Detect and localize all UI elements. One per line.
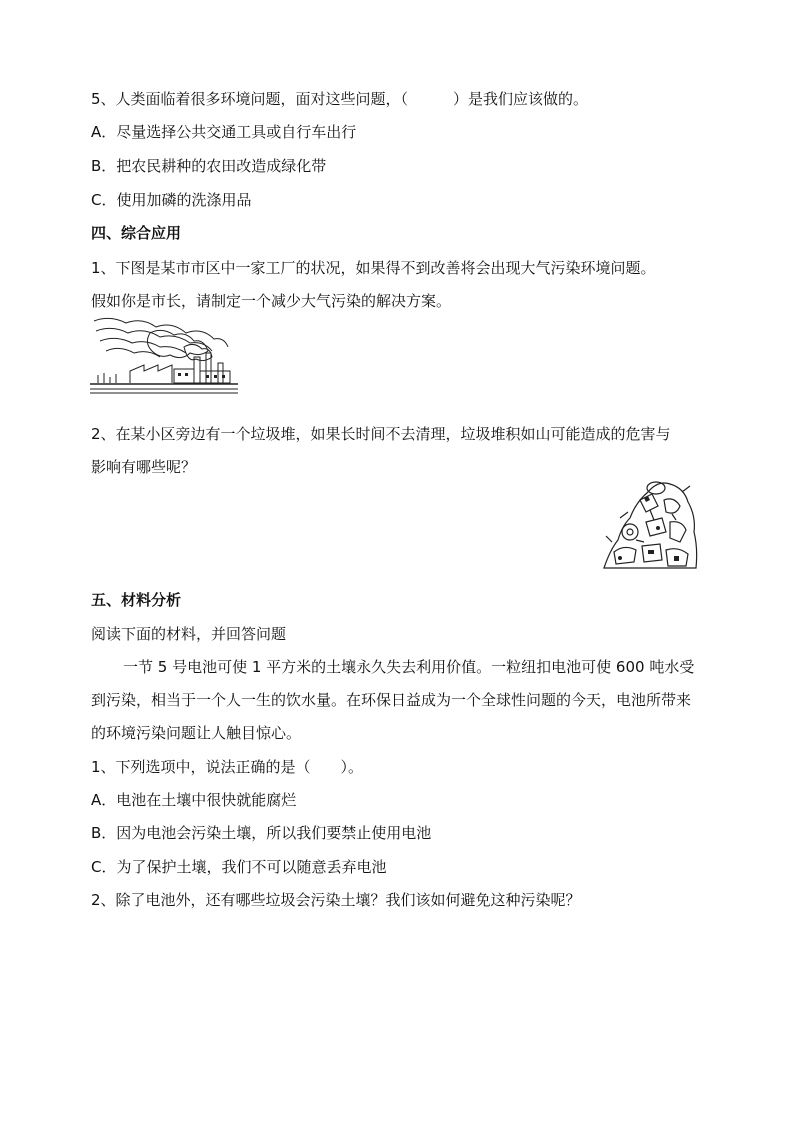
question-5-option-a: A．尽量选择公共交通工具或自行车出行 (91, 123, 357, 141)
section-4-question-2-line-2: 影响有哪些呢？ (91, 458, 197, 476)
section-5-question-1-option-c: C．为了保护土壤，我们不可以随意丢弃电池 (91, 858, 387, 876)
question-5-stem: 5、人类面临着很多环境问题，面对这些问题，（ ）是我们应该做的。 (91, 90, 589, 108)
section-5-heading: 五、材料分析 (91, 591, 182, 609)
garbage-heap-illustration (600, 470, 702, 574)
section-4-question-2-line-1: 2、在某小区旁边有一个垃圾堆，如果长时间不去清理，垃圾堆积如山可能造成的危害与 (91, 425, 671, 443)
section-5-question-1-option-a: A．电池在土壤中很快就能腐烂 (91, 791, 297, 809)
section-5-question-1-option-b: B．因为电池会污染土壤，所以我们要禁止使用电池 (91, 824, 432, 842)
question-5-option-c: C．使用加磷的洗涤用品 (91, 191, 252, 209)
section-4-question-1-line-1: 1、下图是某市市区中一家工厂的状况，如果得不到改善将会出现大气污染环境问题。 (91, 259, 656, 277)
material-paragraph: 一节 5 号电池可使 1 平方米的土壤永久失去利用价值。一粒纽扣电池可使 600 吨水受到污染，相当于一个人一生的饮水量。在环保日益成为一个全球性问题的今天，电池所带来的环境污染问题让人触目惊心。 (91, 658, 695, 742)
question-5-option-b: B．把农民耕种的农田改造成绿化带 (91, 157, 327, 175)
section-4-heading: 四、综合应用 (91, 224, 182, 242)
section-5-question-2: 2、除了电池外，还有哪些垃圾会污染土壤？我们该如何避免这种污染呢？ (91, 891, 581, 909)
section-5-question-1-stem: 1、下列选项中，说法正确的是（ ）。 (91, 758, 364, 776)
factory-pollution-illustration (90, 313, 238, 397)
section-4-question-1-line-2: 假如你是市长，请制定一个减少大气污染的解决方案。 (91, 292, 452, 310)
section-5-intro: 阅读下面的材料，并回答问题 (91, 625, 287, 643)
